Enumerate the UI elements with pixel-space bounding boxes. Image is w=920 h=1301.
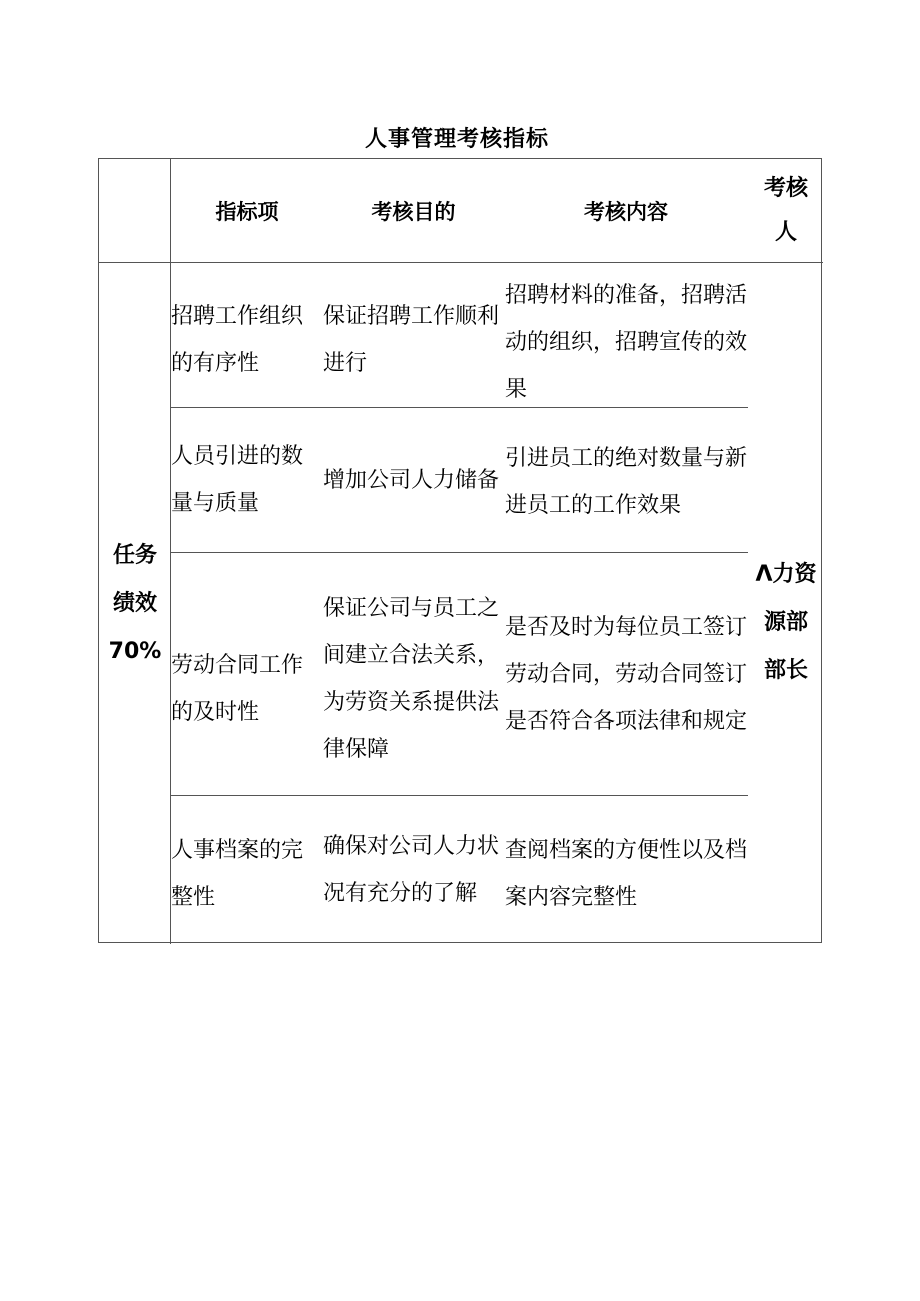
row-2-purpose: 增加公司人力储备 <box>323 467 500 493</box>
header-content: 考核内容 <box>584 199 668 224</box>
row-4-content: 查阅档案的方便性以及档案内容完整性 <box>505 837 748 910</box>
category-cell: 任务绩效70% <box>108 542 162 664</box>
header-blank <box>99 159 170 262</box>
row-3-indicator: 劳动合同工作的及时性 <box>171 653 304 725</box>
header-purpose: 考核目的 <box>371 199 456 224</box>
row-4-indicator: 人事档案的完整性 <box>171 837 304 910</box>
header-indicator: 指标项 <box>215 199 279 224</box>
header-assessor: 考核人 <box>763 176 808 245</box>
row-2-indicator: 人员引进的数量与质量 <box>171 444 304 516</box>
assessor-cell: Λ力资源部部长 <box>755 561 817 683</box>
page-title: 人事管理考核指标 <box>364 127 549 152</box>
row-3-purpose: 保证公司与员工之间建立合法关系，为劳资关系提供法律保障 <box>323 596 500 762</box>
row-1-content: 招聘材料的准备，招聘活动的组织，招聘宣传的效果 <box>505 282 748 402</box>
row-3-content: 是否及时为每位员工签订劳动合同，劳动合同签订是否符合各项法律和规定 <box>505 614 748 734</box>
row-1-purpose: 保证招聘工作顺利进行 <box>323 304 500 376</box>
row-2-content: 引进员工的绝对数量与新进员工的工作效果 <box>505 446 748 518</box>
row-4-purpose: 确保对公司人力状况有充分的了解 <box>323 833 500 906</box>
row-1-indicator: 招聘工作组织的有序性 <box>171 304 304 376</box>
assessment-table <box>98 158 822 943</box>
